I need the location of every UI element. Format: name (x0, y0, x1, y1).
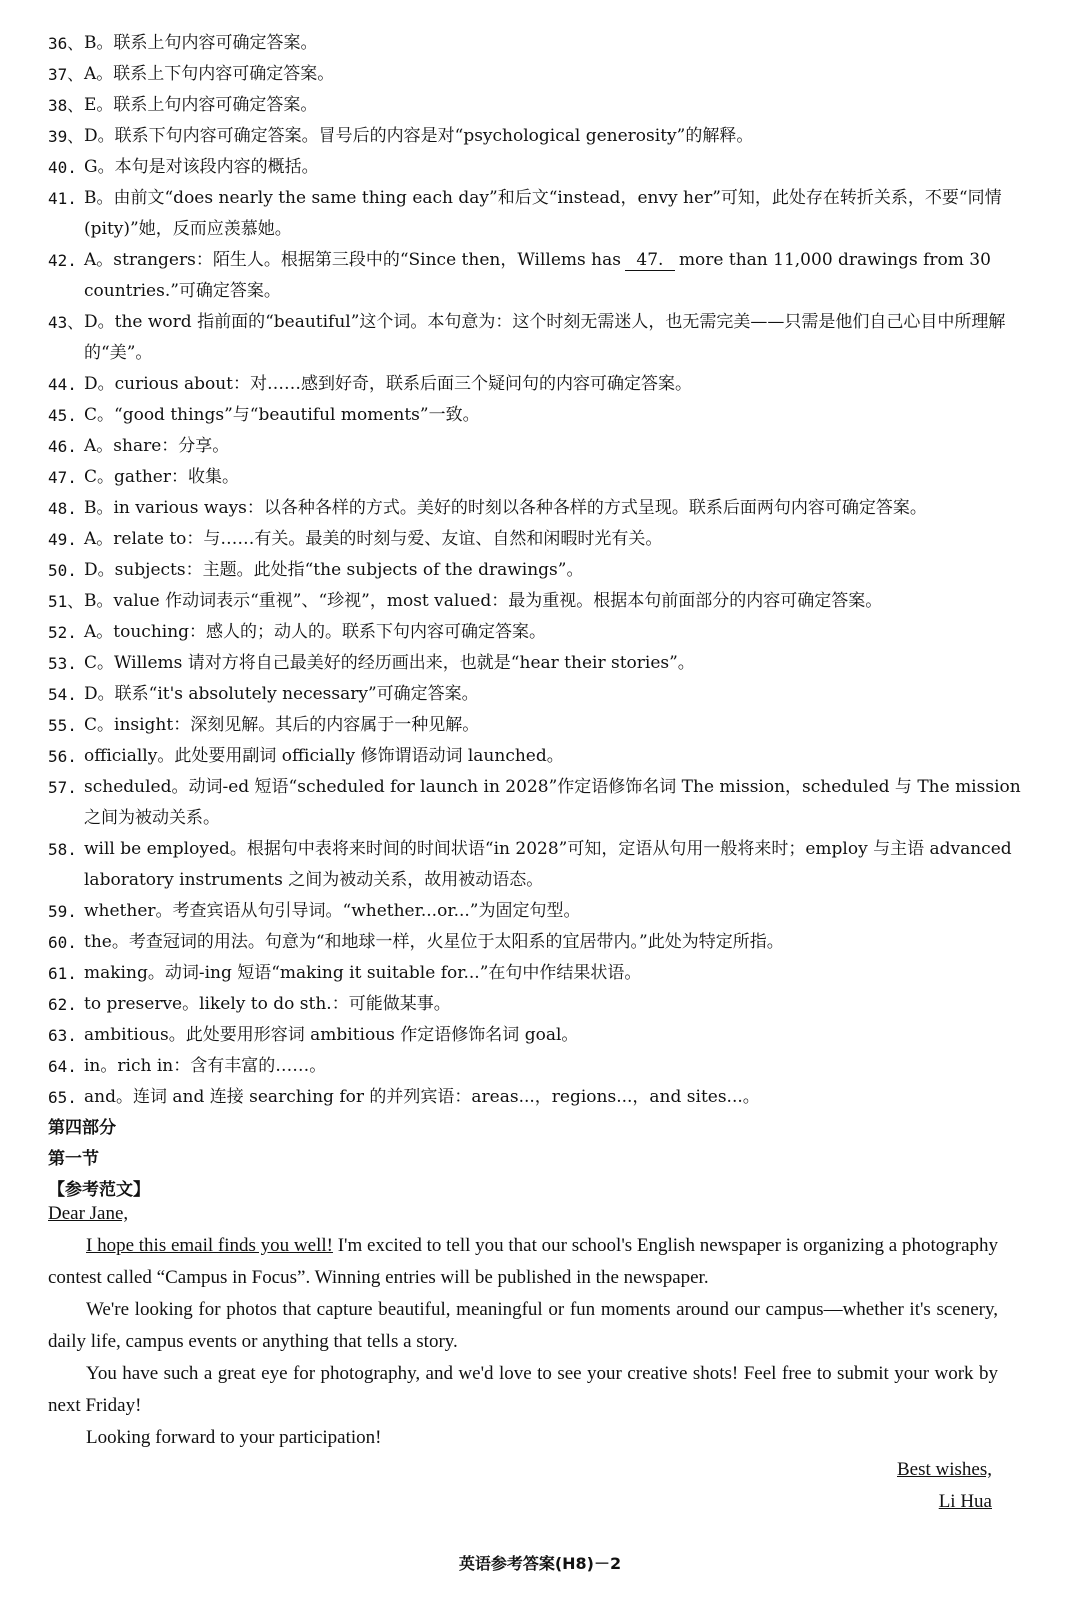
essay-opening-sentence: I hope this email finds you well! (86, 1235, 333, 1256)
answer-item (48, 1020, 1038, 1051)
answer-item (48, 989, 1038, 1020)
answer-number: 58. (48, 840, 77, 859)
answer-item (48, 710, 1038, 741)
answer-number: 57. (48, 778, 77, 797)
essay-paragraph-1-rest: I'm excited to tell you that our school's English newspaper is organizing a photography contest called “Campus in Focus”. Winning entries will be published in the newspaper. (48, 1235, 998, 1288)
answer-number: 43、 (48, 313, 84, 332)
answer-text: will be employed。根据句中表将来时间的时间状语“in 2028”可知，定语从句用一般将来时；employ 与主语 advanced laboratory instruments 之间为被动关系，故用被动语态。 (84, 839, 1012, 890)
answer-number: 62. (48, 995, 77, 1014)
answer-text-after-blank: more than 11,000 drawings from 30 countries.”可确定答案。 (84, 250, 991, 301)
essay-greeting: Dear Jane, (48, 1203, 129, 1224)
answer-text: A。联系上下句内容可确定答案。 (84, 64, 335, 84)
answer-number: 39、 (48, 127, 84, 146)
answer-item (48, 555, 1038, 586)
answer-text: D。subjects：主题。此处指“the subjects of the drawings”。 (84, 560, 584, 580)
answer-number: 44. (48, 375, 77, 394)
answer-text-before-blank: A。strangers：陌生人。根据第三段中的“Since then，Willems has (84, 250, 621, 270)
essay-closing: Best wishes, (897, 1459, 992, 1480)
answer-text: C。“good things”与“beautiful moments”一致。 (84, 405, 480, 425)
answer-item (48, 586, 1038, 617)
answer-number: 60. (48, 933, 77, 952)
essay-paragraph-2: We're looking for photos that capture beautiful, meaningful or fun moments around our campus—whether it's scenery, daily life, campus events or anything that tells a story. (48, 1299, 998, 1352)
answer-number: 55. (48, 716, 77, 735)
answer-text: D。联系下句内容可确定答案。冒号后的内容是对“psychological generosity”的解释。 (84, 126, 754, 146)
answer-text: A。share：分享。 (84, 436, 230, 456)
part-four-title: 第四部分 (48, 1118, 116, 1138)
answer-number: 47. (48, 468, 77, 487)
answer-text: B。value 作动词表示“重视”、“珍视”，most valued：最为重视。根据本句前面部分的内容可确定答案。 (84, 591, 883, 611)
answer-item (48, 369, 1038, 400)
answer-item (48, 307, 1038, 369)
answer-text: scheduled。动词-ed 短语“scheduled for launch in 2028”作定语修饰名词 The mission，scheduled 与 The mission 之间为被动关系。 (84, 777, 1021, 828)
answer-number: 65. (48, 1088, 77, 1107)
answer-number: 41. (48, 189, 77, 208)
reference-essay-label: 【参考范文】 (48, 1180, 150, 1200)
answer-number: 54. (48, 685, 77, 704)
answer-number: 56. (48, 747, 77, 766)
essay-paragraph-1 (48, 1230, 998, 1294)
answer-item (48, 152, 1038, 183)
answer-text: D。the word 指前面的“beautiful”这个词。本句意为：这个时刻无需迷人，也无需完美——只需是他们自己心目中所理解的“美”。 (84, 312, 1006, 363)
answer-item (48, 245, 1038, 307)
answer-number: 64. (48, 1057, 77, 1076)
answer-item (48, 958, 1038, 989)
answer-list (48, 28, 1038, 1206)
answer-item (48, 896, 1038, 927)
essay-signature (897, 1454, 992, 1518)
answer-item (48, 59, 1038, 90)
answer-number: 42. (48, 251, 77, 270)
essay-paragraph-4: Looking forward to your participation! (86, 1427, 382, 1448)
answer-number: 40. (48, 158, 77, 177)
answer-text: officially。此处要用副词 officially 修饰谓语动词 launched。 (84, 746, 564, 766)
answer-item (48, 400, 1038, 431)
answer-number: 50. (48, 561, 77, 580)
answer-number: 52. (48, 623, 77, 642)
answer-text (84, 245, 1038, 307)
answer-number: 51、 (48, 592, 84, 611)
essay-signer-name: Li Hua (938, 1491, 992, 1512)
answer-item (48, 493, 1038, 524)
answer-text: D。curious about：对……感到好奇，联系后面三个疑问句的内容可确定答案。 (84, 374, 693, 394)
answer-text: and。连词 and 连接 searching for 的并列宾语：areas...，regions...，and sites...。 (84, 1087, 760, 1107)
answer-number: 48. (48, 499, 77, 518)
answer-item (48, 772, 1038, 834)
answer-item (48, 90, 1038, 121)
answer-text: G。本句是对该段内容的概括。 (84, 157, 319, 177)
answer-item (48, 1082, 1038, 1113)
essay-paragraph-3: You have such a great eye for photography, and we'd love to see your creative shots! Feel free to submit your work by next Friday! (48, 1363, 998, 1416)
answer-text: B。in various ways：以各种各样的方式。美好的时刻以各种各样的方式呈现。联系后面两句内容可确定答案。 (84, 498, 927, 518)
answer-item (48, 927, 1038, 958)
page-footer: 英语参考答案(H8)－2 (458, 1554, 622, 1573)
answer-number: 61. (48, 964, 77, 983)
answer-item (48, 617, 1038, 648)
answer-number: 63. (48, 1026, 77, 1045)
answer-item (48, 524, 1038, 555)
answer-item (48, 183, 1038, 245)
answer-number: 49. (48, 530, 77, 549)
answer-text: the。考查冠词的用法。句意为“和地球一样，火星位于太阳系的宜居带内。”此处为特定所指。 (84, 932, 784, 952)
answer-text: ambitious。此处要用形容词 ambitious 作定语修饰名词 goal。 (84, 1025, 579, 1045)
answer-item (48, 28, 1038, 59)
reference-essay (48, 1198, 998, 1454)
answer-number: 37、 (48, 65, 84, 84)
answer-text: D。联系“it's absolutely necessary”可确定答案。 (84, 684, 479, 704)
answer-number: 36、 (48, 34, 84, 53)
answer-text: making。动词-ing 短语“making it suitable for...”在句中作结果状语。 (84, 963, 642, 983)
answer-number: 46. (48, 437, 77, 456)
answer-item (48, 431, 1038, 462)
answer-text: in。rich in：含有丰富的……。 (84, 1056, 327, 1076)
answer-text: A。touching：感人的；动人的。联系下句内容可确定答案。 (84, 622, 547, 642)
answer-text: whether。考查宾语从句引导词。“whether...or...”为固定句型。 (84, 901, 581, 921)
answer-text: C。Willems 请对方将自己最美好的经历画出来，也就是“hear their stories”。 (84, 653, 695, 673)
answer-text: C。gather：收集。 (84, 467, 239, 487)
fill-in-blank: 47. (625, 250, 675, 271)
answer-number: 45. (48, 406, 77, 425)
answer-item (48, 1051, 1038, 1082)
answer-item (48, 462, 1038, 493)
answer-text: C。insight：深刻见解。其后的内容属于一种见解。 (84, 715, 480, 735)
answer-number: 38、 (48, 96, 84, 115)
answer-number: 59. (48, 902, 77, 921)
answer-item (48, 834, 1038, 896)
section-one-title: 第一节 (48, 1149, 99, 1169)
answer-text: A。relate to：与……有关。最美的时刻与爱、友谊、自然和闲暇时光有关。 (84, 529, 663, 549)
answer-text: B。由前文“does nearly the same thing each day”和后文“instead，envy her”可知，此处存在转折关系，不要“同情(pity)”她，反而应羡慕她。 (84, 188, 1002, 239)
answer-text: E。联系上句内容可确定答案。 (84, 95, 318, 115)
answer-item (48, 679, 1038, 710)
answer-number: 53. (48, 654, 77, 673)
answer-item (48, 121, 1038, 152)
answer-text: B。联系上句内容可确定答案。 (84, 33, 318, 53)
answer-item (48, 648, 1038, 679)
answer-text: to preserve。likely to do sth.：可能做某事。 (84, 994, 451, 1014)
answer-item (48, 741, 1038, 772)
